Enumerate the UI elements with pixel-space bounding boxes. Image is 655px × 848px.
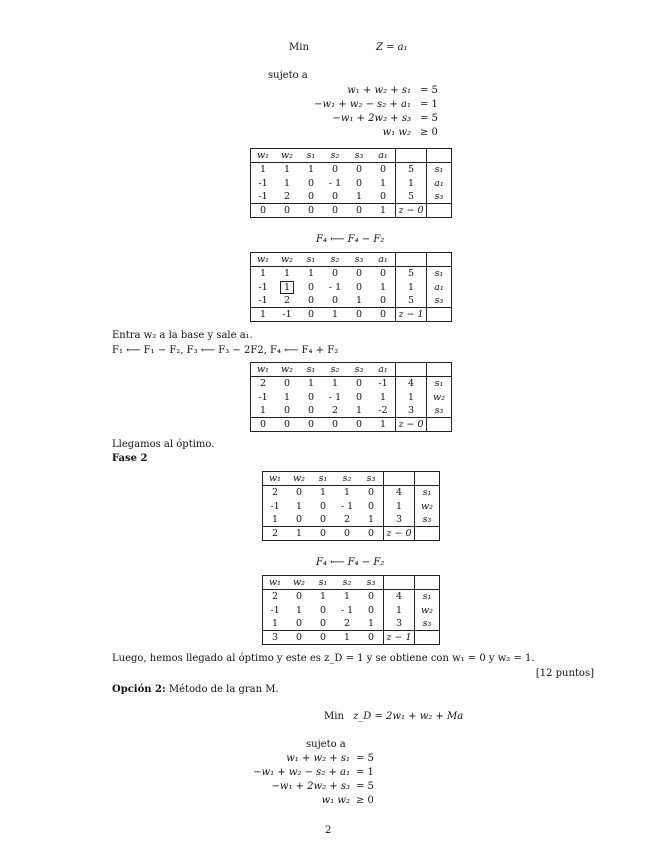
cell: 1 [384, 500, 415, 513]
col-header: w₁ [263, 576, 288, 590]
optimum-text: Llegamos al óptimo. [112, 439, 215, 450]
cell: 0 [359, 590, 384, 604]
cell: z − 0 [384, 527, 415, 541]
col-header: a₁ [371, 253, 396, 267]
cell: 1 [343, 487, 351, 499]
cell: 0 [295, 617, 303, 629]
cell: -1 [371, 377, 396, 391]
enter-leave-text: Entra w₂ a la base y sale a₁. [112, 330, 253, 341]
cell: 4 [384, 486, 415, 500]
cell: 4 [384, 590, 415, 604]
col-header: s₃ [359, 472, 384, 486]
cell: 2 [283, 190, 291, 202]
cell: 0 [307, 391, 315, 403]
table-row [263, 486, 440, 500]
cell: a₁ [427, 177, 452, 190]
cell: 0 [319, 513, 327, 525]
constraint-lhs: w₁ w₂ [382, 127, 411, 138]
cell: 1 [319, 591, 327, 603]
col-header [396, 149, 427, 163]
cell: 1 [287, 527, 311, 541]
cell: 0 [323, 204, 347, 218]
cell: 0 [295, 591, 303, 603]
constraint-lhs: −w₁ + w₂ − s₂ + a₁ [253, 767, 350, 778]
constraint-rhs: = 5 [356, 781, 374, 792]
constraint-rhs: = 1 [356, 767, 374, 778]
col-header [427, 149, 452, 163]
cell: 5 [396, 190, 427, 204]
col-header: w₂ [287, 472, 311, 486]
cell: 1 [371, 281, 396, 294]
cell: s₁ [427, 267, 452, 281]
col-header [415, 576, 440, 590]
cell: 0 [355, 268, 363, 280]
cell: 0 [319, 604, 327, 616]
cell: 2 [263, 590, 288, 604]
table-row [251, 377, 452, 391]
cell: 2 [251, 377, 276, 391]
cell: s₃ [427, 404, 452, 418]
cell: 0 [283, 378, 291, 390]
table-row [251, 163, 452, 177]
cell: 1 [371, 177, 396, 190]
cell: 0 [295, 513, 303, 525]
cell: 0 [359, 631, 384, 645]
cell: s₁ [415, 486, 440, 500]
cell: 1 [371, 391, 396, 404]
col-header: s₂ [323, 253, 347, 267]
cell: 1 [295, 604, 303, 616]
col-header: s₂ [323, 149, 347, 163]
cell: 0 [331, 268, 339, 280]
cell: 0 [347, 418, 371, 432]
cell: 0 [295, 487, 303, 499]
cell: 2 [331, 404, 339, 416]
cell: w₂ [415, 604, 440, 617]
constraint-rhs: = 5 [420, 113, 438, 124]
page-number: 2 [325, 825, 332, 836]
objective-z: Z = a₁ [376, 42, 408, 53]
cell: 1 [263, 617, 288, 631]
cell: 1 [343, 591, 351, 603]
option2-line [112, 684, 279, 695]
col-header [415, 472, 440, 486]
cell [415, 631, 440, 645]
cell: 2 [343, 617, 351, 629]
points-label: [12 puntos] [535, 668, 594, 679]
cell: 1 [283, 164, 291, 176]
table-row [251, 294, 452, 308]
col-header: w₂ [275, 363, 299, 377]
cell: 1 [335, 631, 359, 645]
cell [427, 204, 452, 218]
cell: 1 [283, 391, 291, 403]
tableau-phase1-3 [250, 362, 452, 432]
table-row [251, 391, 452, 404]
cell: 2 [283, 294, 291, 306]
table-row [263, 527, 440, 541]
min-label: Min [289, 42, 309, 53]
cell: 1 [251, 163, 276, 177]
col-header: w₁ [263, 472, 288, 486]
col-header: s₃ [347, 363, 371, 377]
col-header: s₁ [299, 363, 323, 377]
col-header: s₃ [359, 576, 384, 590]
cell: - 1 [328, 281, 342, 293]
cell: s₃ [415, 617, 440, 631]
cell: 1 [355, 404, 363, 416]
col-header [384, 576, 415, 590]
constraint-lhs: w₁ + w₂ + s₁ [286, 753, 350, 764]
cell: z − 0 [396, 418, 427, 432]
cell: 1 [396, 281, 427, 294]
cell: 0 [359, 604, 384, 617]
cell: s₁ [427, 377, 452, 391]
option2-label: Opción 2: [112, 684, 166, 695]
constraint-lhs: w₁ + w₂ + s₁ [347, 85, 411, 96]
constraint-rhs: = 5 [420, 85, 438, 96]
cell: 0 [275, 204, 299, 218]
cell: 0 [323, 418, 347, 432]
cell: 5 [396, 294, 427, 308]
col-header: a₁ [371, 363, 396, 377]
cell: 2 [263, 486, 288, 500]
cell: 0 [371, 190, 396, 204]
cell: -1 [263, 500, 288, 513]
col-header: w₂ [275, 149, 299, 163]
cell: 1 [307, 164, 315, 176]
cell: 0 [347, 308, 371, 322]
cell: 0 [311, 631, 335, 645]
cell: 0 [359, 500, 384, 513]
cell: 5 [396, 163, 427, 177]
cell: 0 [355, 164, 363, 176]
row-operation: F₄ ⟵ F₄ − F₂ [316, 234, 385, 245]
cell: 0 [371, 267, 396, 281]
cell: 1 [295, 500, 303, 512]
cell: 0 [371, 294, 396, 308]
cell: 0 [311, 527, 335, 541]
cell: 0 [275, 418, 299, 432]
table-row [263, 617, 440, 631]
tableau-phase2-1 [262, 471, 440, 541]
cell: -2 [371, 404, 396, 418]
constraint-rhs: = 5 [356, 753, 374, 764]
cell: 1 [283, 268, 291, 280]
cell: 0 [331, 190, 339, 202]
cell: 0 [359, 486, 384, 500]
table-row [263, 500, 440, 513]
cell: 1 [396, 391, 427, 404]
table-row [263, 590, 440, 604]
cell: 1 [307, 378, 315, 390]
cell: s₁ [427, 163, 452, 177]
table-row [251, 204, 452, 218]
cell: - 1 [340, 604, 354, 616]
cell: 0 [307, 190, 315, 202]
col-header: s₁ [311, 472, 335, 486]
cell: z − 0 [396, 204, 427, 218]
cell: -1 [251, 294, 276, 308]
constraint-rhs: ≥ 0 [356, 795, 374, 806]
cell: 1 [251, 267, 276, 281]
cell [427, 308, 452, 322]
cell: 3 [384, 513, 415, 527]
table-row [251, 177, 452, 190]
phase2-heading: Fase 2 [112, 453, 148, 464]
option2-text: Método de la gran M. [168, 684, 279, 695]
cell: 1 [263, 513, 288, 527]
cell: 0 [299, 204, 323, 218]
col-header: w₂ [275, 253, 299, 267]
table-row [251, 404, 452, 418]
tableau-phase1-1 [250, 148, 452, 218]
cell: 1 [384, 604, 415, 617]
pivot-cell [275, 281, 299, 294]
cell: 4 [396, 377, 427, 391]
tableau-phase1-2 [250, 252, 452, 322]
cell: 1 [251, 404, 276, 418]
table-row [251, 281, 452, 294]
table-row [263, 631, 440, 645]
cell: 0 [331, 294, 339, 306]
cell: 1 [323, 308, 347, 322]
conclusion-text: Luego, hemos llegado al óptimo y este es z_D = 1 y se obtiene con w₁ = 0 y w₂ = 1. [112, 653, 535, 664]
col-header [396, 253, 427, 267]
constraint-lhs: −w₁ + 2w₂ + s₃ [332, 113, 411, 124]
cell: w₂ [415, 500, 440, 513]
cell: 0 [319, 617, 327, 629]
cell: 0 [319, 500, 327, 512]
cell: 0 [251, 204, 276, 218]
col-header: s₃ [347, 253, 371, 267]
table-row [263, 513, 440, 527]
cell: 0 [307, 177, 315, 189]
cell: 1 [307, 268, 315, 280]
col-header [427, 363, 452, 377]
cell: 1 [319, 487, 327, 499]
cell: 0 [355, 177, 363, 189]
row-operations-text: F₁ ⟵ F₁ − F₂, F₃ ⟵ F₃ − 2F2, F₄ ⟵ F₄ + F₂ [112, 345, 339, 356]
cell: -1 [251, 190, 276, 204]
cell: 5 [396, 267, 427, 281]
cell: 0 [251, 418, 276, 432]
cell: 0 [283, 404, 291, 416]
cell: 0 [371, 308, 396, 322]
col-header [396, 363, 427, 377]
cell: z − 1 [384, 631, 415, 645]
cell: 1 [331, 378, 339, 390]
cell: 2 [263, 527, 288, 541]
cell: 0 [307, 404, 315, 416]
cell: -1 [251, 281, 276, 294]
cell: 0 [359, 527, 384, 541]
min-label-bigm: Min [324, 711, 344, 722]
cell: 0 [331, 164, 339, 176]
cell: 0 [299, 418, 323, 432]
cell: 1 [371, 204, 396, 218]
cell: 0 [335, 527, 359, 541]
col-header: s₂ [335, 472, 359, 486]
constraint-rhs: ≥ 0 [420, 127, 438, 138]
col-header [427, 253, 452, 267]
subject-to-label: sujeto a [268, 70, 308, 81]
cell: 1 [371, 418, 396, 432]
cell: 0 [347, 204, 371, 218]
cell: - 1 [328, 391, 342, 403]
cell: s₃ [427, 190, 452, 204]
cell: 2 [343, 513, 351, 525]
col-header: s₂ [335, 576, 359, 590]
objective-zd: z_D = 2w₁ + w₂ + Ma [353, 711, 464, 722]
cell: -1 [251, 177, 276, 190]
cell: 0 [287, 631, 311, 645]
col-header: s₃ [347, 149, 371, 163]
cell: 0 [307, 281, 315, 293]
subject-to-label-bigm: sujeto a [306, 739, 346, 750]
table-row [251, 267, 452, 281]
cell: 0 [307, 294, 315, 306]
col-header: s₁ [299, 253, 323, 267]
cell [415, 527, 440, 541]
cell: z − 1 [396, 308, 427, 322]
cell: a₁ [427, 281, 452, 294]
col-header: w₁ [251, 253, 276, 267]
cell: 3 [384, 617, 415, 631]
cell: 3 [263, 631, 288, 645]
cell: 0 [355, 378, 363, 390]
cell: 1 [355, 294, 363, 306]
tableau-phase2-2 [262, 575, 440, 645]
cell: s₁ [415, 590, 440, 604]
cell: s₃ [427, 294, 452, 308]
col-header [384, 472, 415, 486]
cell: -1 [251, 391, 276, 404]
cell: 0 [355, 391, 363, 403]
cell: 1 [283, 177, 291, 189]
constraint-rhs: = 1 [420, 99, 438, 110]
constraint-lhs: −w₁ + w₂ − s₂ + a₁ [314, 99, 411, 110]
constraint-lhs: −w₁ + 2w₂ + s₃ [271, 781, 350, 792]
pivot-box: 1 [280, 281, 294, 294]
cell: 1 [359, 513, 384, 527]
constraint-lhs: w₁ w₂ [321, 795, 350, 806]
cell: -1 [275, 308, 299, 322]
cell: 1 [359, 617, 384, 631]
cell: 1 [396, 177, 427, 190]
table-row [251, 190, 452, 204]
table-row [263, 604, 440, 617]
col-header: w₂ [287, 576, 311, 590]
cell: 3 [396, 404, 427, 418]
col-header: w₁ [251, 363, 276, 377]
col-header: s₂ [323, 363, 347, 377]
cell: - 1 [328, 177, 342, 189]
col-header: w₁ [251, 149, 276, 163]
col-header: s₁ [311, 576, 335, 590]
cell [427, 418, 452, 432]
cell: 1 [251, 308, 276, 322]
table-row [251, 418, 452, 432]
cell: 1 [355, 190, 363, 202]
col-header: a₁ [371, 149, 396, 163]
cell: 0 [371, 163, 396, 177]
cell: 0 [299, 308, 323, 322]
table-row [251, 308, 452, 322]
cell: w₂ [427, 391, 452, 404]
cell: s₃ [415, 513, 440, 527]
cell: 0 [355, 281, 363, 293]
col-header: s₁ [299, 149, 323, 163]
cell: - 1 [340, 500, 354, 512]
row-operation: F₄ ⟵ F₄ − F₂ [316, 557, 385, 568]
cell: -1 [263, 604, 288, 617]
